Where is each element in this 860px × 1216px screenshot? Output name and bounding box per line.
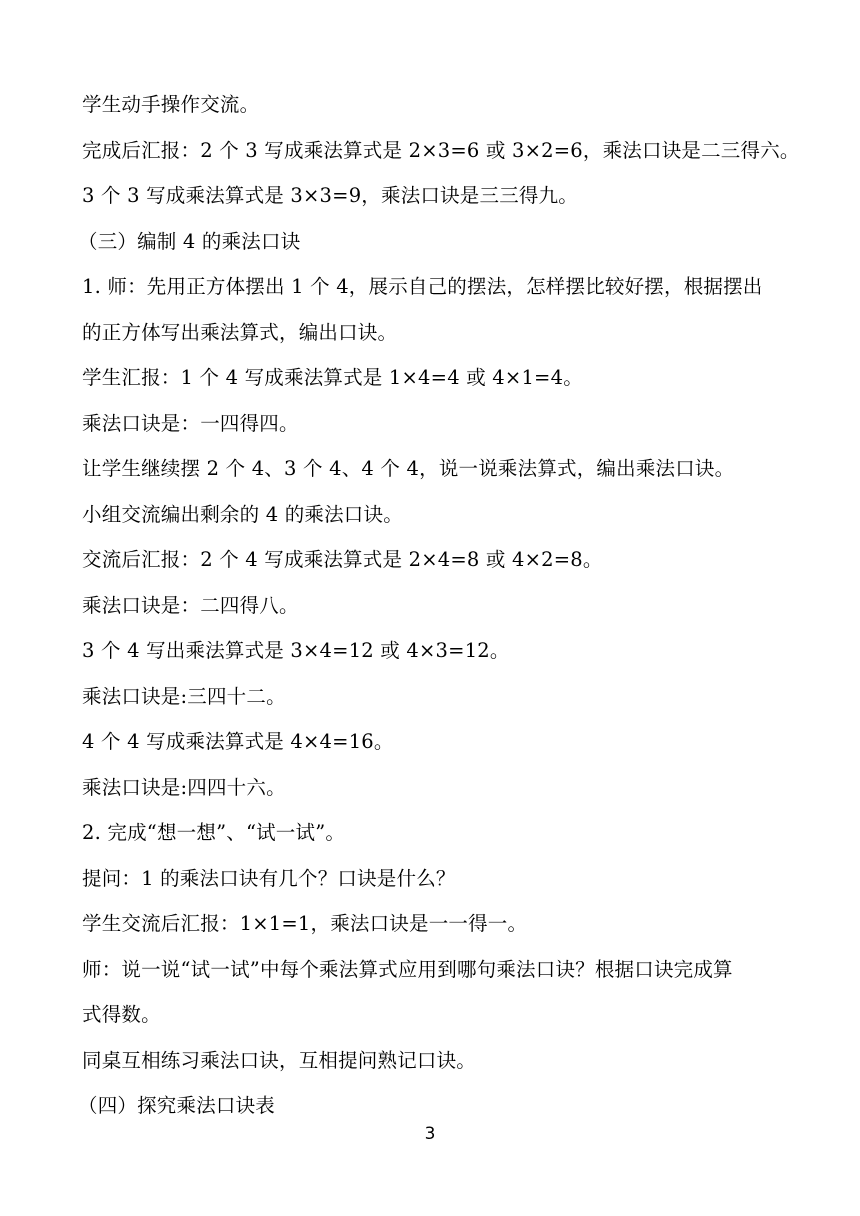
text-line: 乘法口诀是:四四十六。 <box>82 775 286 799</box>
text-line: 交流后汇报：2 个 4 写成乘法算式是 2×4=8 或 4×2=8。 <box>82 548 603 571</box>
section-heading: （四）探究乘法口诀表 <box>78 1094 276 1117</box>
text-line: 2. 完成“想一想”、“试一试”。 <box>82 821 346 844</box>
text-line: 小组交流编出剩余的 4 的乘法口诀。 <box>82 502 403 526</box>
text-line: 式得数。 <box>82 1003 161 1026</box>
text-line: 学生交流后汇报：1×1=1，乘法口诀是一一得一。 <box>82 912 528 935</box>
text-line: 3 个 3 写成乘法算式是 3×3=9，乘法口诀是三三得九。 <box>82 184 579 207</box>
section-heading: （三）编制 4 的乘法口诀 <box>78 229 301 253</box>
text-line: 同桌互相练习乘法口诀，互相提问熟记口诀。 <box>82 1048 477 1072</box>
text-line: 4 个 4 写成乘法算式是 4×4=16。 <box>82 730 394 753</box>
text-line: 完成后汇报：2 个 3 写成乘法算式是 2×3=6 或 3×2=6，乘法口诀是二三得六。 <box>82 138 800 162</box>
text-line: 的正方体写出乘法算式，编出口诀。 <box>82 320 398 344</box>
text-line: 提问：1 的乘法口诀有几个？口诀是什么？ <box>82 866 456 890</box>
text-line: 乘法口诀是:三四十二。 <box>82 684 286 708</box>
text-line: 学生汇报：1 个 4 写成乘法算式是 1×4=4 或 4×1=4。 <box>82 366 583 389</box>
text-line: 3 个 4 写出乘法算式是 3×4=12 或 4×3=12。 <box>82 639 510 662</box>
text-line: 1. 师：先用正方体摆出 1 个 4，展示自己的摆法，怎样摆比较好摆，根据摆出 <box>82 275 763 298</box>
text-line: 让学生继续摆 2 个 4、3 个 4、4 个 4，说一说乘法算式，编出乘法口诀。 <box>82 457 735 480</box>
text-line: 乘法口诀是：一四得四。 <box>82 411 299 435</box>
page-number: 3 <box>424 1124 436 1144</box>
document-body <box>78 82 800 1129</box>
text-line: 师：说一说“试一试”中每个乘法算式应用到哪句乘法口诀？根据口诀完成算 <box>82 957 733 981</box>
text-line: 乘法口诀是：二四得八。 <box>82 593 299 617</box>
text-line: 学生动手操作交流。 <box>82 93 260 116</box>
